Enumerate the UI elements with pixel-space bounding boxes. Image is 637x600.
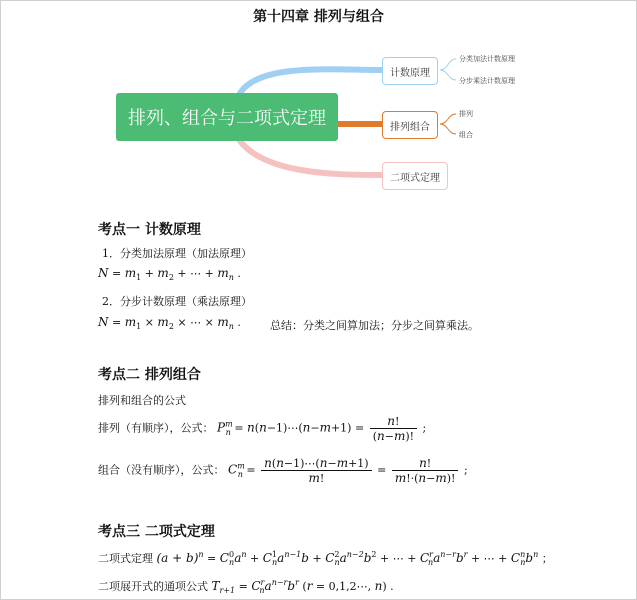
addition-principle-label: 1．分类加法原理（加法原理） [102,247,252,260]
leaf-connector-2a [440,114,456,124]
permutation-label: 排列（有顺序），公式： [98,421,214,435]
section-title-binomial: 考点三 二项式定理 [98,524,215,540]
leaf-connector-1b [440,70,456,80]
combination-label: 组合（没有顺序），公式： [98,463,225,477]
leaf-connector-2b [440,124,456,134]
mind-map-node-permutation: 排列组合 [382,111,438,139]
mind-map-root: 排列、组合与二项式定理 [116,93,338,141]
leaf-connector-1a [440,59,456,70]
connector-counting [240,69,382,93]
binomial-theorem: 二项式定理 $(a + b)^n = C^0_na^n + C^1_na^{n-1}b + C^2_na^{n-2}b^2$ + ⋯ + $C^r_na^{n-r}b^r$ + ⋯ + $C^n_nb^n$ ； [98,550,553,567]
binomial-theorem-label: 二项式定理 [98,552,153,565]
section-title-counting: 考点一 计数原理 [98,222,201,238]
counting-summary: 总结：分类之间算加法；分步之间算乘法。 [270,319,479,332]
mind-map-leaf: 排列 [459,110,473,118]
mind-map-leaf: 分步乘法计数原理 [459,77,515,85]
connector-binomial [240,141,382,175]
general-term-formula: 二项展开式的通项公式 $T_{r+1} = C^r_na^{n-r}b^r$ (r = 0,1,2⋯, n) . [98,578,394,595]
multiplication-formula: $N = m_1 \times m_2$ × ⋯ × $m_n$ . [98,315,241,331]
mind-map-leaf: 组合 [459,131,473,139]
multiplication-principle-label: 2．分步计数原理（乘法原理） [102,295,252,308]
addition-formula: $N = m_1 + m_2$ + ⋯ + $m_n$ . [98,266,241,282]
general-term-label: 二项展开式的通项公式 [98,580,208,593]
mind-map-leaf: 分类加法计数原理 [459,55,515,63]
mind-map [90,38,550,198]
section-title-permutation: 考点二 排列组合 [98,367,201,383]
formula-intro: 排列和组合的公式 [98,394,186,407]
permutation-formula: 排列（有顺序），公式： $P^m_n$ = n(n−1)⋯(n−m+1) = $\frac{n!}{(n-m)!}$ ; [98,414,427,443]
chapter-title: 第十四章 排列与组合 [253,9,384,25]
combination-formula: 组合（没有顺序），公式： $C^m_n$ = $\frac{n(n-1)\cdots(n-m+1)}{m!}$ = $\frac{n!}{m!\cdot(n-m)!}$ ; [98,456,468,485]
mind-map-node-binomial: 二项式定理 [382,162,448,190]
mind-map-node-counting: 计数原理 [382,57,438,85]
